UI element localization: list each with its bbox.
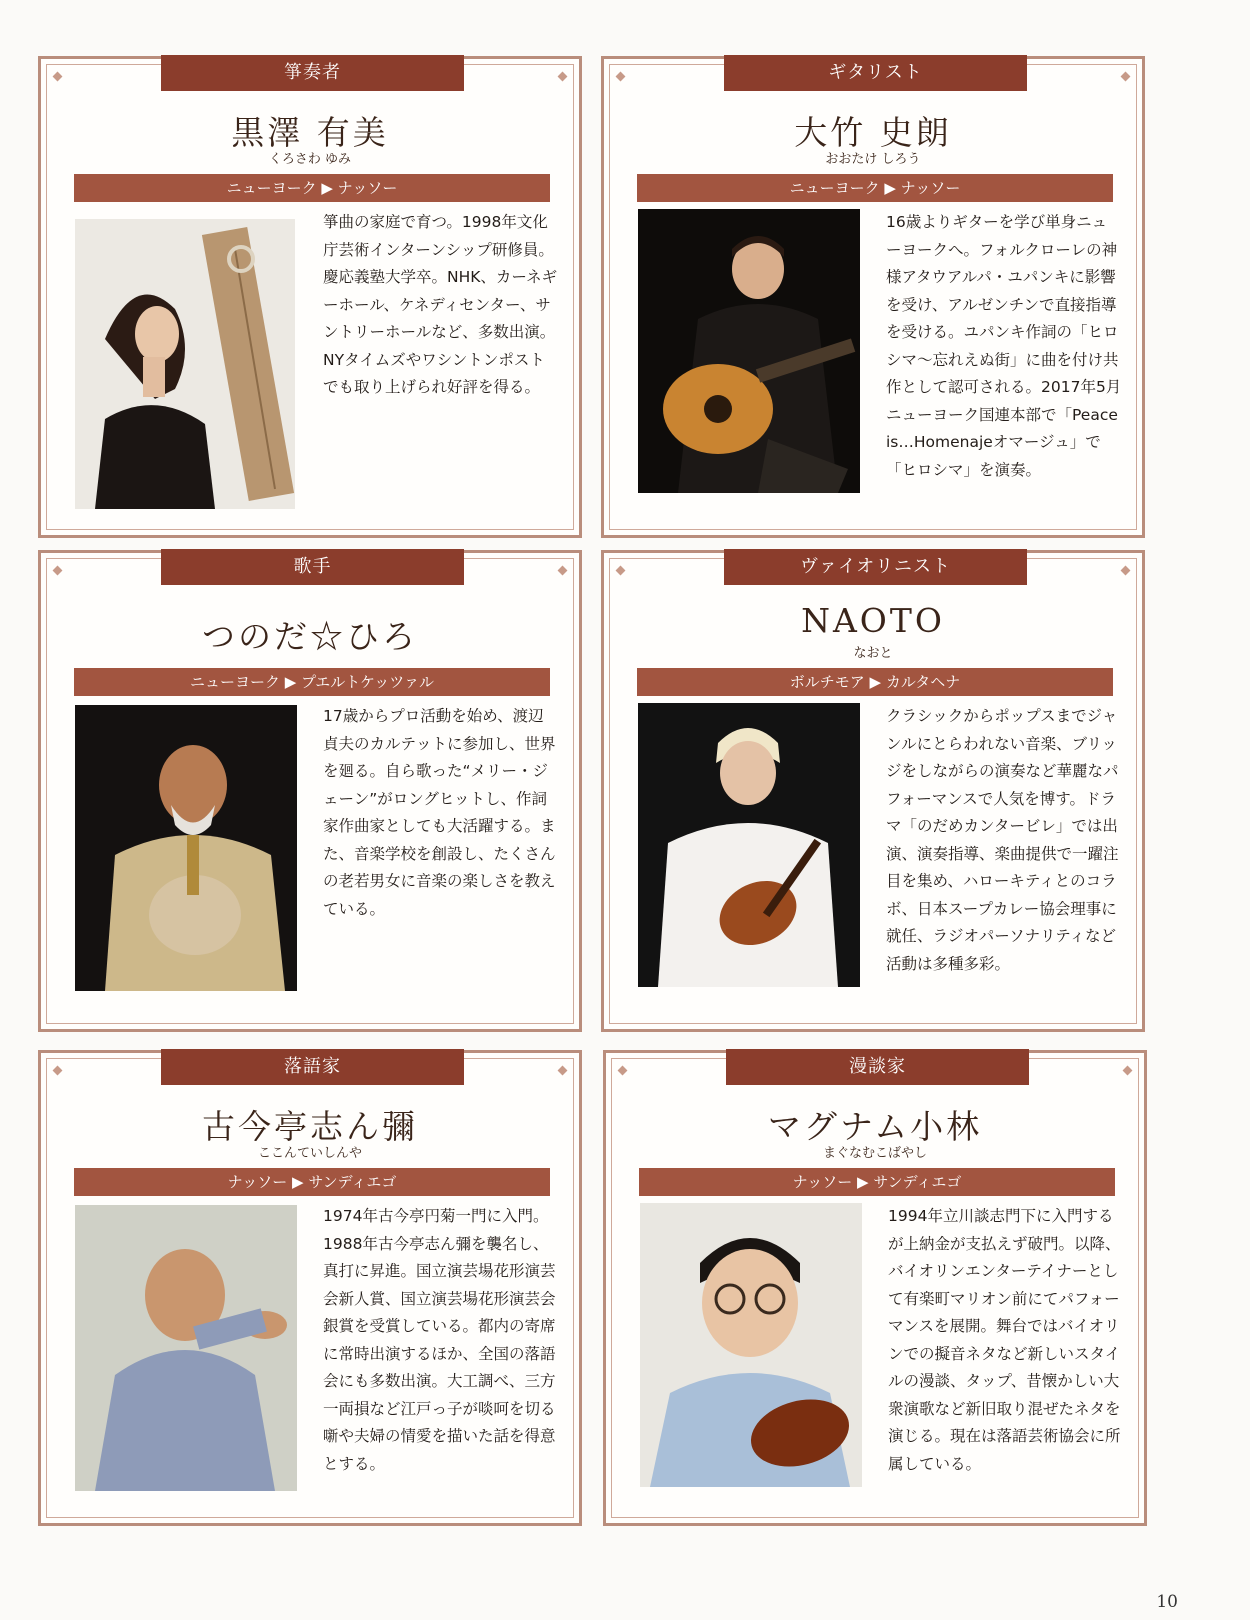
performer-photo — [640, 1203, 862, 1487]
ornament-diamond — [1121, 72, 1131, 82]
performer-name: NAOTO — [801, 601, 945, 640]
performer-name: 黒澤 有美 — [231, 113, 389, 152]
role-banner: 落語家 — [161, 1049, 464, 1085]
ornament-diamond — [616, 72, 626, 82]
performer-photo — [638, 703, 860, 987]
role-banner: ギタリスト — [724, 55, 1027, 91]
performer-photo — [75, 1205, 297, 1491]
performer-bio: クラシックからポップスまでジャンルにとらわれない音楽、ブリッジをしながらの演奏など華麗なパフォーマンスで人気を博す。ドラマ「のだめカンタービレ」では出演、演奏指導、楽曲提供で一躍注目を集め、ハローキティとのコラボ、日本スープカレー協会理事に就任、ラジオパーソナリティなど活動は多種多彩。 — [886, 707, 1119, 973]
route-bar: ニューヨーク ▶ プエルトケッツァル — [74, 668, 550, 696]
ornament-diamond — [558, 1066, 568, 1076]
role-banner: ヴァイオリニスト — [724, 549, 1027, 585]
ornament-diamond — [618, 1066, 628, 1076]
performer-bio: 1994年立川談志門下に入門するが上納金が支払えず破門。以降、バイオリンエンターテイナーとして有楽町マリオン前にてパフォーマンスを展開。舞台ではバイオリンでの擬音ネタなど新しいスタイルの漫談、タップ、昔懐かしい大衆演歌など新旧取り混ぜたネタを演じる。現在は落語芸術協会に所属している。 — [888, 1207, 1121, 1473]
performer-bio: 16歳よりギターを学び単身ニューヨークへ。フォルクローレの神様アタウアルパ・ユパンキに影響を受け、アルゼンチンで直接指導を受ける。ユパンキ作詞の「ヒロシマ〜忘れえぬ街」に曲を付け共作として認可される。2017年5月ニューヨーク国連本部で「Peace is…Homenajeオマージュ」で「ヒロシマ」を演奏。 — [886, 213, 1122, 479]
ornament-diamond — [558, 566, 568, 576]
route-bar: ニューヨーク ▶ ナッソー — [74, 174, 550, 202]
page-number: 10 — [1156, 1592, 1178, 1612]
profile-card-kurosawa — [38, 56, 582, 538]
performer-kana: ここんていしんや — [257, 1146, 362, 1161]
performer-name: つのだ☆ひろ — [202, 617, 418, 656]
ornament-diamond — [53, 1066, 63, 1076]
profile-card-kokontei — [38, 1050, 582, 1526]
performer-bio: 17歳からプロ活動を始め、渡辺貞夫のカルテットに参加し、世界を廻る。自ら歌った“メリー・ジェーン”がロングヒットし、作詞家作曲家としても大活躍する。また、音楽学校を創設し、たくさんの老若男女に音楽の楽しさを教えている。 — [323, 707, 556, 918]
ornament-diamond — [53, 72, 63, 82]
route-bar: ナッソー ▶ サンディエゴ — [639, 1168, 1115, 1196]
ornament-diamond — [616, 566, 626, 576]
performer-photo — [75, 705, 297, 991]
performer-name: マグナム小林 — [767, 1107, 983, 1146]
performer-photo — [638, 209, 860, 493]
performer-bio: 1974年古今亭円菊一門に入門。1988年古今亭志ん彌を襲名し、真打に昇進。国立演芸場花形演芸会新人賞、国立演芸場花形演芸会銀賞を受賞している。都内の寄席に常時出演するほか、全国の落語会にも多数出演。大工調べ、三方一両損など江戸っ子が啖呵を切る噺や夫婦の情愛を描いた話を得意とする。 — [323, 1207, 556, 1473]
route-bar: ナッソー ▶ サンディエゴ — [74, 1168, 550, 1196]
route-bar: ニューヨーク ▶ ナッソー — [637, 174, 1113, 202]
ornament-diamond — [53, 566, 63, 576]
route-bar: ボルチモア ▶ カルタヘナ — [637, 668, 1113, 696]
ornament-diamond — [1121, 566, 1131, 576]
role-banner: 漫談家 — [726, 1049, 1029, 1085]
performer-bio: 箏曲の家庭で育つ。1998年文化庁芸術インターンシップ研修員。慶応義塾大学卒。NHK、カーネギーホール、ケネディセンター、サントリーホールなど、多数出演。NYタイムズやワシントンポストでも取り上げられ好評を得る。 — [323, 213, 558, 396]
performer-name: 大竹 史朗 — [794, 113, 952, 152]
profile-card-otake — [601, 56, 1145, 538]
performer-kana: くろさわ ゆみ — [268, 152, 352, 167]
profile-card-tsunoda — [38, 550, 582, 1032]
performer-kana: おおたけ しろう — [825, 152, 921, 167]
performer-kana: なおと — [853, 646, 893, 661]
role-banner: 歌手 — [161, 549, 464, 585]
ornament-diamond — [1123, 1066, 1133, 1076]
profile-card-naoto — [601, 550, 1145, 1032]
performer-photo — [75, 219, 295, 509]
profile-card-magnum — [603, 1050, 1147, 1526]
performer-name: 古今亭志ん彌 — [202, 1107, 418, 1146]
performer-kana: まぐなむこばやし — [822, 1146, 927, 1161]
ornament-diamond — [558, 72, 568, 82]
role-banner: 箏奏者 — [161, 55, 464, 91]
